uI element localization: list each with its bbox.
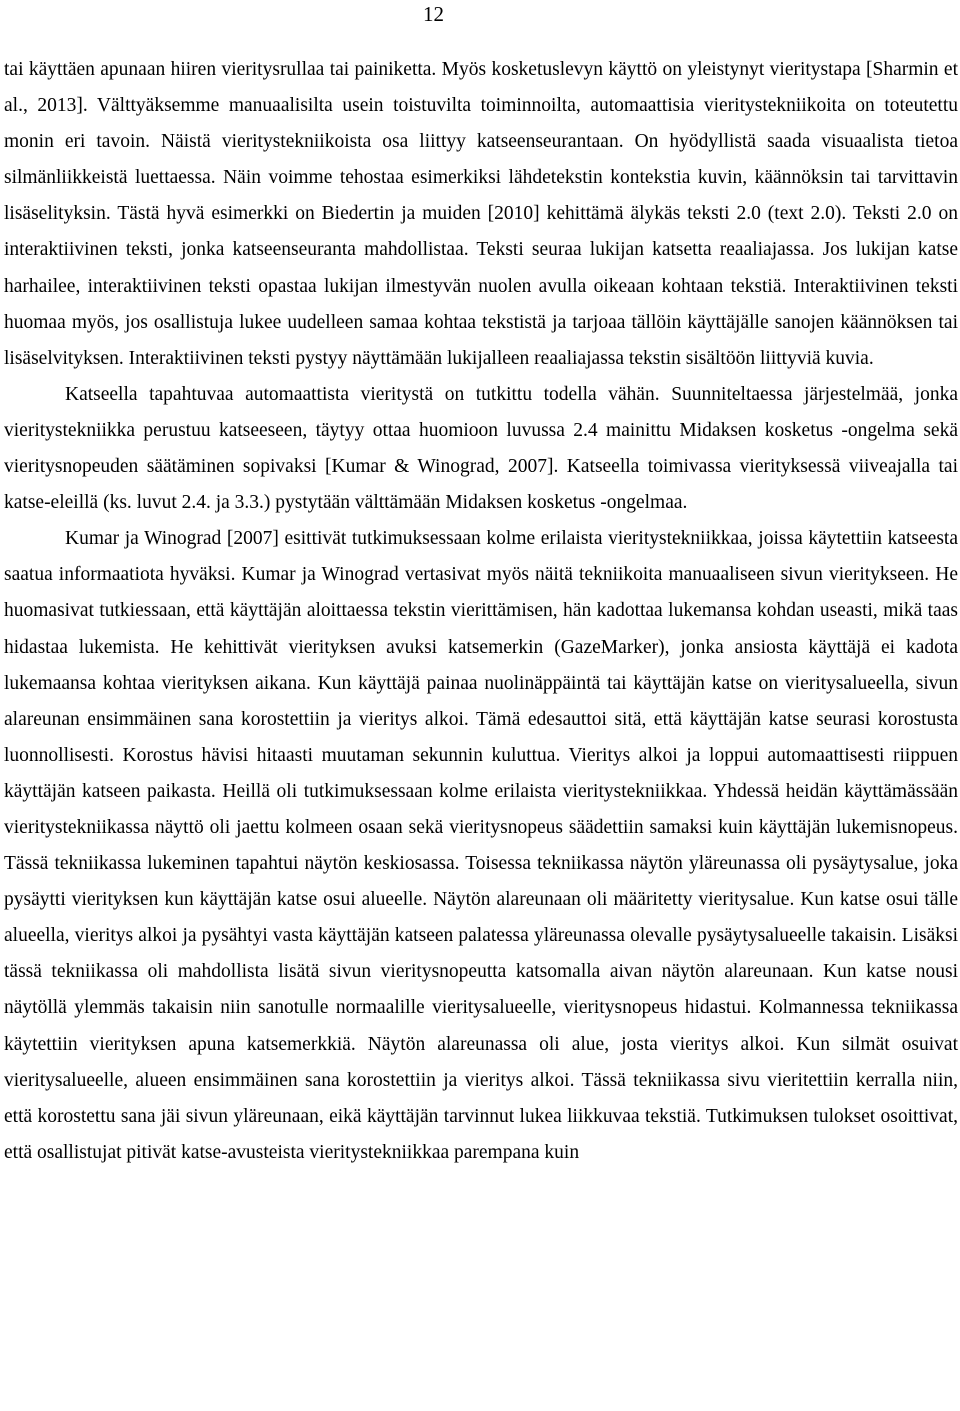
paragraph: Kumar ja Winograd [2007] esittivät tutkimuksessaan kolme erilaista vieritystekniikkaa, joissa käytettiin katseesta saatua informaatiota hyväksi. Kumar ja Winograd vertasivat myös näitä tekniikoita manuaaliseen sivun vieritykseen. He huomasivat tutkiessaan, että käyttäjän aloittaessa tekstin vierittämisen, hän kadottaa lukemansa kohdan useasti, mikä taas hidastaa lukemista. He kehittivät vierityksen avuksi katsemerkin (GazeMarker), jonka ansiosta käyttäjä ei kadota lukemaansa kohtaa vierityksen aikana. Kun käyttäjä painaa nuolinäppäintä tai käyttäjän katse on vieritysalueella, sivun alareunan ensimmäinen sana korostettiin ja vieritys alkoi. Tämä edesauttoi sitä, että käyttäjän katse seurasi korostusta luonnollisesti. Korostus hävisi hitaasti muutaman sekunnin kuluttua. Vieritys alkoi ja loppui automaattisesti riippuen käyttäjän katseen paikasta. Heillä oli tutkimuksessaan kolme erilaista vieritystekniikkaa. Yhdessä heidän käyttämässään vieritystekniikassa näyttö oli jaettu kolmeen osaan sekä vieritysnopeus säädettiin samaksi kuin käyttäjän lukemisnopeus. Tässä tekniikassa lukeminen tapahtui näytön keskiosassa. Toisessa tekniikassa näytön yläreunassa oli pysäytysalue, joka pysäytti vierityksen kun käyttäjän katse osui alueelle. Näytön alareunaan oli määritetty vieritysalue. Kun katse osui tälle alueella, vieritys alkoi ja pysähtyi vasta käyttäjän katseen palatessa yläreunassa olevalle pysäytysalueelle takaisin. Lisäksi tässä tekniikassa oli mahdollista lisätä sivun vieritysnopeutta katsomalla aivan näytön alareunaan. Kun katse nousi näytöllä ylemmäs takaisin niin sanotulle normaalille vieritysalueelle, vieritysnopeus hidastui. Kolmannessa tekniikassa käytettiin vierityksen apuna katsemerkkiä. Näytön alareunassa oli alue, josta vieritys alkoi. Kun silmät osuivat vieritysalueelle, alueen ensimmäinen sana korostettiin ja vieritys alkoi. Tässä tekniikassa sivu vieritettiin kerralla niin, että korostettu sana jäi sivun yläreunaan, eikä käyttäjän tarvinnut lukea liikkuvaa tekstiä. Tutkimuksen tulokset osoittivat, että osallistujat pitivät katse-avusteista vieritystekniikkaa parempana kuin [4, 528, 958, 1163]
paragraph: Katseella tapahtuvaa automaattista vieritystä on tutkittu todella vähän. Suunniteltaessa järjestelmää, jonka vieritystekniikka perustuu katseeseen, täytyy ottaa huomioon luvussa 2.4 mainittu Midaksen kosketus -ongelma sekä vieritysnopeuden säätäminen sopivaksi [Kumar & Winograd, 2007]. Katseella toimivassa vierityksessä viiveajalla tai katse-eleillä (ks. luvut 2.4. ja 3.3.) pystytään välttämään Midaksen kosketus -ongelmaa. [4, 383, 958, 514]
body-text [4, 52, 958, 1171]
page-number: 12 [423, 2, 444, 26]
paragraph: tai käyttäen apunaan hiiren vieritysrullaa tai painiketta. Myös kosketuslevyn käyttö on yleistynyt vieritystapa [Sharmin et al., 2013]. Välttyäksemme manuaalisilta usein toistuvilta toiminnoilta, automaattisia vieritystekniikoita on toteutettu monin eri tavoin. Näistä vieritystekniikoista osa liittyy katseenseurantaan. On hyödyllistä saada visuaalista tietoa silmänliikkeistä luettaessa. Näin voimme tehostaa esimerkiksi lähdetekstin kontekstia kuvin, käännöksin tai tarvittavin lisäselityksin. Tästä hyvä esimerkki on Biedertin ja muiden [2010] kehittämä älykäs teksti 2.0 (text 2.0). Teksti 2.0 on interaktiivinen teksti, jonka katseenseuranta mahdollistaa. Teksti seuraa lukijan katsetta reaaliajassa. Jos lukijan katse harhailee, interaktiivinen teksti opastaa lukijan ilmestyvän nuolen avulla oikeaan kohtaan tekstiä. Interaktiivinen teksti huomaa myös, jos osallistuja lukee uudelleen samaa kohtaa tekstistä ja tarjoaa tällöin käyttäjälle sanojen käännöksen tai lisäselvityksen. Interaktiivinen teksti pystyy näyttämään lukijalleen reaaliajassa tekstin sisältöön liittyviä kuvia. [4, 59, 958, 369]
